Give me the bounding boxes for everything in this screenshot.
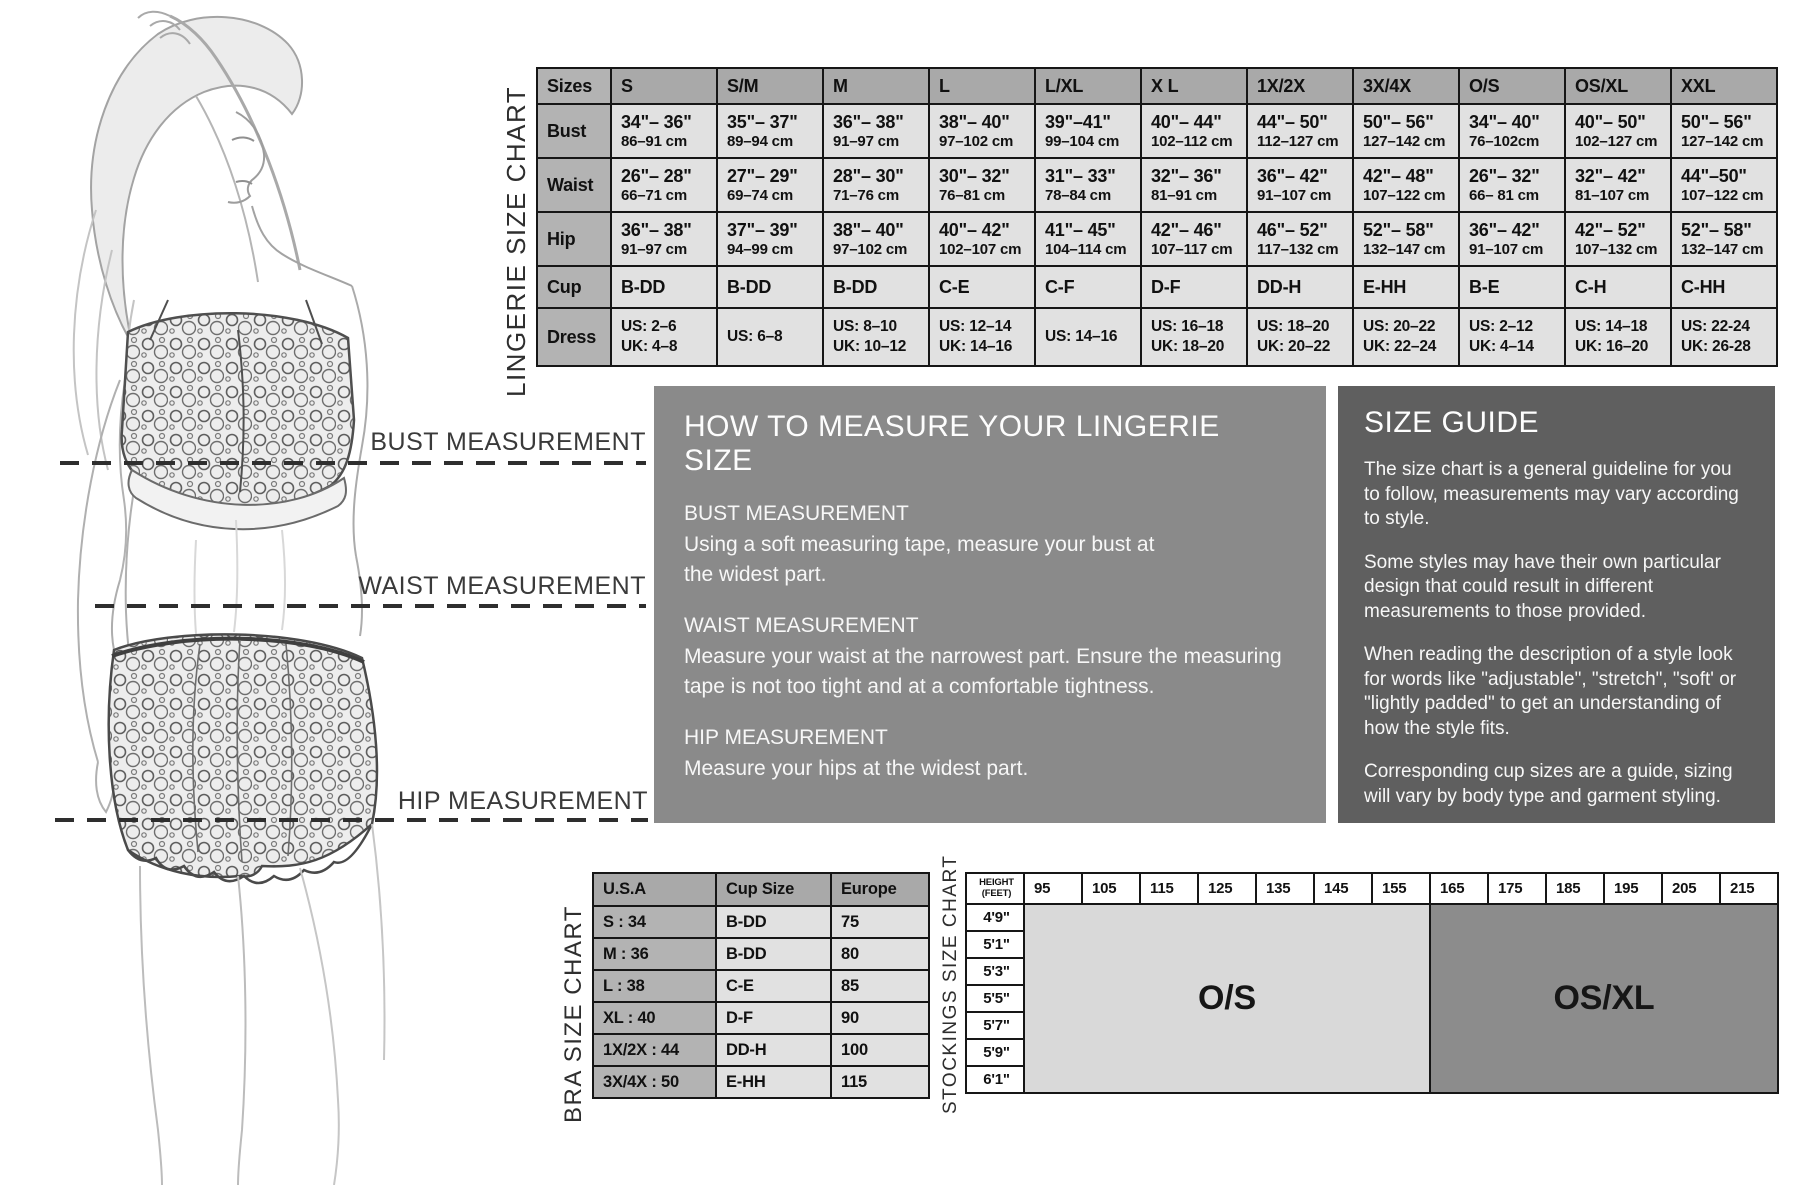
bra-row xyxy=(593,970,929,1002)
measurement-primary: 34"– 36" xyxy=(621,111,692,132)
measurement-primary: US: 20–22 xyxy=(1363,318,1436,335)
measurement-primary: 38"– 40" xyxy=(939,111,1010,132)
weight-column-header: 135 xyxy=(1256,873,1314,904)
measurement-primary: 36"– 38" xyxy=(833,111,904,132)
measurement-secondary: 99–104 cm xyxy=(1045,132,1120,150)
sizes-corner-cell: Sizes xyxy=(537,68,611,104)
measurement-primary: 52"– 58" xyxy=(1681,219,1752,240)
measurement-secondary: 91–107 cm xyxy=(1469,240,1544,258)
measurement-secondary: 102–107 cm xyxy=(939,240,1022,258)
measurement-primary: 28"– 30" xyxy=(833,165,904,186)
measurement-primary: 37"– 39" xyxy=(727,219,798,240)
measurement-cell xyxy=(1671,104,1777,158)
weight-column-header: 195 xyxy=(1604,873,1662,904)
measurement-cell: C-HH xyxy=(1671,266,1777,308)
waist-section-heading: WAIST MEASUREMENT xyxy=(684,614,919,637)
measurement-primary: 32"– 42" xyxy=(1575,165,1646,186)
measurement-secondary: UK: 18–20 xyxy=(1151,338,1225,355)
measurement-primary: 26"– 28" xyxy=(621,165,692,186)
measurement-cell xyxy=(1035,212,1141,266)
measurement-cell xyxy=(929,308,1035,366)
bra-value-cell: 75 xyxy=(831,906,929,938)
measurement-secondary: 107–122 cm xyxy=(1681,186,1764,204)
bra-size-cell: L : 38 xyxy=(593,970,716,1002)
measurement-cell xyxy=(823,212,929,266)
size-column-header: 3X/4X xyxy=(1353,68,1459,104)
measurement-primary: 42"– 52" xyxy=(1575,219,1646,240)
hip-dashed-line xyxy=(55,818,648,822)
size-column-header: L xyxy=(929,68,1035,104)
measurement-cell xyxy=(929,212,1035,266)
measurement-secondary: 107–117 cm xyxy=(1151,240,1233,258)
measurement-secondary: 78–84 cm xyxy=(1045,186,1111,204)
bra-header-row xyxy=(593,873,929,906)
measurement-cell xyxy=(1353,104,1459,158)
measurement-cell xyxy=(1353,158,1459,212)
measurement-primary: 40"– 42" xyxy=(939,219,1010,240)
measurement-primary: 50"– 56" xyxy=(1363,111,1434,132)
measurement-cell xyxy=(1247,308,1353,366)
measurement-cell xyxy=(1141,308,1247,366)
weight-column-header: 215 xyxy=(1720,873,1778,904)
measurement-secondary: 107–122 cm xyxy=(1363,186,1446,204)
how-to-measure-title: HOW TO MEASURE YOUR LINGERIE SIZE xyxy=(684,410,1220,477)
bra-value-cell: C-E xyxy=(716,970,831,1002)
measurement-secondary: 102–127 cm xyxy=(1575,132,1658,150)
size-column-header: X L xyxy=(1141,68,1247,104)
measurement-secondary: 97–102 cm xyxy=(833,240,908,258)
measurement-primary: 44"–50" xyxy=(1681,165,1747,186)
measurement-cell xyxy=(1671,158,1777,212)
measurement-secondary: UK: 10–12 xyxy=(833,338,907,355)
measurement-primary: 35"– 37" xyxy=(727,111,798,132)
measurement-cell xyxy=(1565,158,1671,212)
measurement-cell xyxy=(717,158,823,212)
measurement-primary: 32"– 36" xyxy=(1151,165,1222,186)
bra-row xyxy=(593,906,929,938)
height-row-label: 5'7" xyxy=(966,1012,1024,1039)
measure-row xyxy=(537,104,1777,158)
measurement-cell: C-F xyxy=(1035,266,1141,308)
measurement-secondary: 104–114 cm xyxy=(1045,240,1127,258)
measurement-primary: 44"– 50" xyxy=(1257,111,1328,132)
measurement-secondary: 117–132 cm xyxy=(1257,240,1339,258)
measurement-secondary: UK: 22–24 xyxy=(1363,338,1437,355)
measurement-secondary: 91–97 cm xyxy=(621,240,687,258)
measurement-secondary: 132–147 cm xyxy=(1681,240,1764,258)
measurement-primary: 42"– 46" xyxy=(1151,219,1222,240)
measurement-cell xyxy=(1671,308,1777,366)
measurement-primary: US: 6–8 xyxy=(727,328,783,345)
size-guide-paragraph: Corresponding cup sizes are a guide, sizing will vary by body type and garment styling. xyxy=(1364,761,1733,807)
measurement-secondary: 127–142 cm xyxy=(1681,132,1764,150)
measurement-secondary: 94–99 cm xyxy=(727,240,793,258)
measurement-cell xyxy=(1353,212,1459,266)
stockings-header-row xyxy=(966,873,1778,904)
size-guide-title: SIZE GUIDE xyxy=(1364,406,1540,439)
measurement-cell: B-DD xyxy=(717,266,823,308)
waist-dashed-line xyxy=(95,604,646,608)
lingerie-size-chart-label: LINGERIE SIZE CHART xyxy=(501,85,531,397)
stockings-row xyxy=(966,904,1778,931)
weight-column-header: 205 xyxy=(1662,873,1720,904)
measurement-secondary: 69–74 cm xyxy=(727,186,793,204)
measurement-cell xyxy=(823,158,929,212)
measure-row xyxy=(537,158,1777,212)
size-column-header: M xyxy=(823,68,929,104)
measurement-secondary: UK: 4–8 xyxy=(621,338,678,355)
measurement-cell xyxy=(1035,104,1141,158)
measurement-primary: 52"– 58" xyxy=(1363,219,1434,240)
measurement-cell xyxy=(1459,104,1565,158)
bra-value-cell: 100 xyxy=(831,1034,929,1066)
size-column-header: L/XL xyxy=(1035,68,1141,104)
row-label-cell: Waist xyxy=(537,158,611,212)
height-row-label: 5'5" xyxy=(966,985,1024,1012)
bra-column-header: U.S.A xyxy=(593,873,716,906)
row-label-cell: Bust xyxy=(537,104,611,158)
size-column-header: O/S xyxy=(1459,68,1565,104)
measurement-primary: US: 22-24 xyxy=(1681,318,1750,335)
measurement-secondary: 127–142 cm xyxy=(1363,132,1446,150)
weight-column-header: 145 xyxy=(1314,873,1372,904)
weight-column-header: 155 xyxy=(1372,873,1430,904)
how-to-measure-panel xyxy=(654,386,1326,823)
bra-row xyxy=(593,938,929,970)
measurement-secondary: UK: 4–14 xyxy=(1469,338,1534,355)
bra-row xyxy=(593,1002,929,1034)
bust-measurement-label: BUST MEASUREMENT xyxy=(370,428,646,456)
hip-section-heading: HIP MEASUREMENT xyxy=(684,726,888,749)
size-guide-panel xyxy=(1338,386,1775,823)
stockings-size-table-grid xyxy=(965,872,1779,1094)
measurement-primary: 50"– 56" xyxy=(1681,111,1752,132)
measurement-primary: 40"– 50" xyxy=(1575,111,1646,132)
measurement-cell xyxy=(1247,212,1353,266)
height-row-label: 5'3" xyxy=(966,958,1024,985)
measurement-cell: B-DD xyxy=(823,266,929,308)
bra-row xyxy=(593,1034,929,1066)
size-column-header: OS/XL xyxy=(1565,68,1671,104)
measurement-cell: E-HH xyxy=(1353,266,1459,308)
weight-column-header: 115 xyxy=(1140,873,1198,904)
stockings-size-table xyxy=(965,872,1779,1094)
measurement-primary: US: 2–12 xyxy=(1469,318,1533,335)
measurement-primary: US: 16–18 xyxy=(1151,318,1224,335)
measurement-cell xyxy=(717,308,823,366)
measurement-primary: 36"– 42" xyxy=(1257,165,1328,186)
bra-size-cell: 1X/2X : 44 xyxy=(593,1034,716,1066)
size-column-header: 1X/2X xyxy=(1247,68,1353,104)
measurement-secondary: UK: 16–20 xyxy=(1575,338,1649,355)
measurement-primary: 46"– 52" xyxy=(1257,219,1328,240)
measurement-primary: US: 2–6 xyxy=(621,318,677,335)
measure-row xyxy=(537,212,1777,266)
measurement-secondary: 132–147 cm xyxy=(1363,240,1446,258)
bra-size-chart-label: BRA SIZE CHART xyxy=(560,905,587,1123)
bra-value-cell: D-F xyxy=(716,1002,831,1034)
measurement-cell xyxy=(1247,158,1353,212)
measurement-cell xyxy=(1565,308,1671,366)
measurement-primary: 36"– 38" xyxy=(621,219,692,240)
measurement-primary: 31"– 33" xyxy=(1045,165,1116,186)
hip-section-body: Measure your hips at the widest part. xyxy=(684,757,1029,780)
weight-column-header: 185 xyxy=(1546,873,1604,904)
measurement-primary: US: 14–16 xyxy=(1045,328,1118,345)
weight-column-header: 175 xyxy=(1488,873,1546,904)
measurement-primary: 27"– 29" xyxy=(727,165,798,186)
measurement-cell: C-H xyxy=(1565,266,1671,308)
lingerie-size-table-grid xyxy=(536,67,1778,367)
measurement-cell xyxy=(1035,308,1141,366)
measurement-primary: US: 18–20 xyxy=(1257,318,1330,335)
height-row-label: 4'9" xyxy=(966,904,1024,931)
measurement-cell xyxy=(611,308,717,366)
weight-column-header: 95 xyxy=(1024,873,1082,904)
measurement-cell xyxy=(1353,308,1459,366)
height-row-label: 6'1" xyxy=(966,1066,1024,1093)
measurement-cell: DD-H xyxy=(1247,266,1353,308)
bra-size-cell: S : 34 xyxy=(593,906,716,938)
bust-dashed-line xyxy=(60,461,646,465)
measurement-secondary: 76–81 cm xyxy=(939,186,1005,204)
measurement-cell xyxy=(1035,158,1141,212)
measurement-primary: 34"– 40" xyxy=(1469,111,1540,132)
bra-value-cell: B-DD xyxy=(716,938,831,970)
measurement-secondary: UK: 14–16 xyxy=(939,338,1013,355)
measurement-secondary: 97–102 cm xyxy=(939,132,1014,150)
measurement-cell xyxy=(1141,104,1247,158)
bra-row xyxy=(593,1066,929,1098)
measurement-cell xyxy=(611,212,717,266)
measurement-cell xyxy=(1459,158,1565,212)
bra-value-cell: 85 xyxy=(831,970,929,1002)
measurement-secondary: UK: 26-28 xyxy=(1681,338,1751,355)
bust-section-heading: BUST MEASUREMENT xyxy=(684,502,909,525)
bra-value-cell: E-HH xyxy=(716,1066,831,1098)
measurement-secondary: 81–91 cm xyxy=(1151,186,1217,204)
measurement-secondary: 112–127 cm xyxy=(1257,132,1339,150)
measurement-cell xyxy=(929,158,1035,212)
measurement-cell xyxy=(611,158,717,212)
size-guide-paragraph: Some styles may have their own particular design that could result in different measurements to those provided. xyxy=(1364,551,1721,622)
measurement-secondary: 107–132 cm xyxy=(1575,240,1658,258)
bra-value-cell: DD-H xyxy=(716,1034,831,1066)
height-header-line: (FEET) xyxy=(981,887,1012,899)
os-region-cell: O/S xyxy=(1024,904,1430,1093)
size-header-row xyxy=(537,68,1777,104)
measurement-cell xyxy=(823,308,929,366)
measurement-primary: 26"– 32" xyxy=(1469,165,1540,186)
measure-row xyxy=(537,266,1777,308)
measurement-secondary: 86–91 cm xyxy=(621,132,687,150)
bra-size-cell: M : 36 xyxy=(593,938,716,970)
measurement-cell xyxy=(1565,212,1671,266)
weight-column-header: 125 xyxy=(1198,873,1256,904)
bra-size-cell: XL : 40 xyxy=(593,1002,716,1034)
measurement-cell: B-DD xyxy=(611,266,717,308)
measurement-cell xyxy=(611,104,717,158)
measurement-secondary: UK: 20–22 xyxy=(1257,338,1331,355)
row-label-cell: Dress xyxy=(537,308,611,366)
height-row-label: 5'1" xyxy=(966,931,1024,958)
measurement-cell: D-F xyxy=(1141,266,1247,308)
measurement-cell xyxy=(1565,104,1671,158)
measurement-secondary: 91–107 cm xyxy=(1257,186,1332,204)
size-column-header: S xyxy=(611,68,717,104)
measurement-primary: 36"– 42" xyxy=(1469,219,1540,240)
measurement-secondary: 81–107 cm xyxy=(1575,186,1650,204)
measurement-cell xyxy=(1141,158,1247,212)
measurement-primary: US: 12–14 xyxy=(939,318,1012,335)
measurement-primary: 38"– 40" xyxy=(833,219,904,240)
size-column-header: XXL xyxy=(1671,68,1777,104)
measurement-cell xyxy=(823,104,929,158)
weight-column-header: 165 xyxy=(1430,873,1488,904)
height-feet-header xyxy=(966,873,1024,904)
measurement-secondary: 71–76 cm xyxy=(833,186,899,204)
measurement-secondary: 102–112 cm xyxy=(1151,132,1233,150)
row-label-cell: Hip xyxy=(537,212,611,266)
measurement-cell xyxy=(717,212,823,266)
measurement-cell xyxy=(1247,104,1353,158)
bust-section-body: Using a soft measuring tape, measure your bust at the widest part. xyxy=(684,533,1155,586)
height-row-label: 5'9" xyxy=(966,1039,1024,1066)
measurement-primary: 30"– 32" xyxy=(939,165,1010,186)
measurement-primary: 40"– 44" xyxy=(1151,111,1222,132)
hip-measurement-label: HIP MEASUREMENT xyxy=(397,787,648,815)
measurement-secondary: 91–97 cm xyxy=(833,132,899,150)
bra-value-cell: 80 xyxy=(831,938,929,970)
measurement-primary: 39"–41" xyxy=(1045,111,1111,132)
measurement-primary: US: 14–18 xyxy=(1575,318,1648,335)
height-header-line: HEIGHT xyxy=(979,877,1014,888)
size-column-header: S/M xyxy=(717,68,823,104)
bra-column-header: Europe xyxy=(831,873,929,906)
osxl-region-cell: OS/XL xyxy=(1430,904,1778,1093)
bra-size-table-grid xyxy=(592,872,930,1099)
bra-value-cell: 115 xyxy=(831,1066,929,1098)
measurement-secondary: 66– 81 cm xyxy=(1469,186,1539,204)
bra-value-cell: 90 xyxy=(831,1002,929,1034)
measurement-cell xyxy=(929,104,1035,158)
measure-row xyxy=(537,308,1777,366)
stockings-size-chart-label: STOCKINGS SIZE CHART xyxy=(940,854,961,1114)
measurement-secondary: 66–71 cm xyxy=(621,186,687,204)
measurement-cell xyxy=(717,104,823,158)
size-guide-paragraph: When reading the description of a style look for words like "adjustable", "stretch", "soft' or "lightly padded" to get an understanding of how the style fits. xyxy=(1364,644,1737,739)
bra-column-header: Cup Size xyxy=(716,873,831,906)
measurement-primary: 41"– 45" xyxy=(1045,219,1116,240)
size-guide-paragraph: The size chart is a general guideline for you to follow, measurements may vary according to style. xyxy=(1364,459,1739,529)
measurement-secondary: 76–102cm xyxy=(1469,132,1540,150)
waist-measurement-label: WAIST MEASUREMENT xyxy=(358,572,646,600)
measurement-cell: C-E xyxy=(929,266,1035,308)
bra-size-cell: 3X/4X : 50 xyxy=(593,1066,716,1098)
bra-value-cell: B-DD xyxy=(716,906,831,938)
measurement-cell xyxy=(1671,212,1777,266)
measurement-cell xyxy=(1459,308,1565,366)
measurement-primary: 42"– 48" xyxy=(1363,165,1434,186)
measurement-secondary: 89–94 cm xyxy=(727,132,793,150)
row-label-cell: Cup xyxy=(537,266,611,308)
lingerie-size-table xyxy=(536,67,1778,367)
measurement-cell: B-E xyxy=(1459,266,1565,308)
weight-column-header: 105 xyxy=(1082,873,1140,904)
bra-size-table xyxy=(592,872,930,1099)
measurement-cell xyxy=(1141,212,1247,266)
measurement-primary: US: 8–10 xyxy=(833,318,897,335)
measurement-cell xyxy=(1459,212,1565,266)
waist-section-body: Measure your waist at the narrowest part. Ensure the measuring tape is not too tight and at a comfortable tightness. xyxy=(684,645,1282,698)
